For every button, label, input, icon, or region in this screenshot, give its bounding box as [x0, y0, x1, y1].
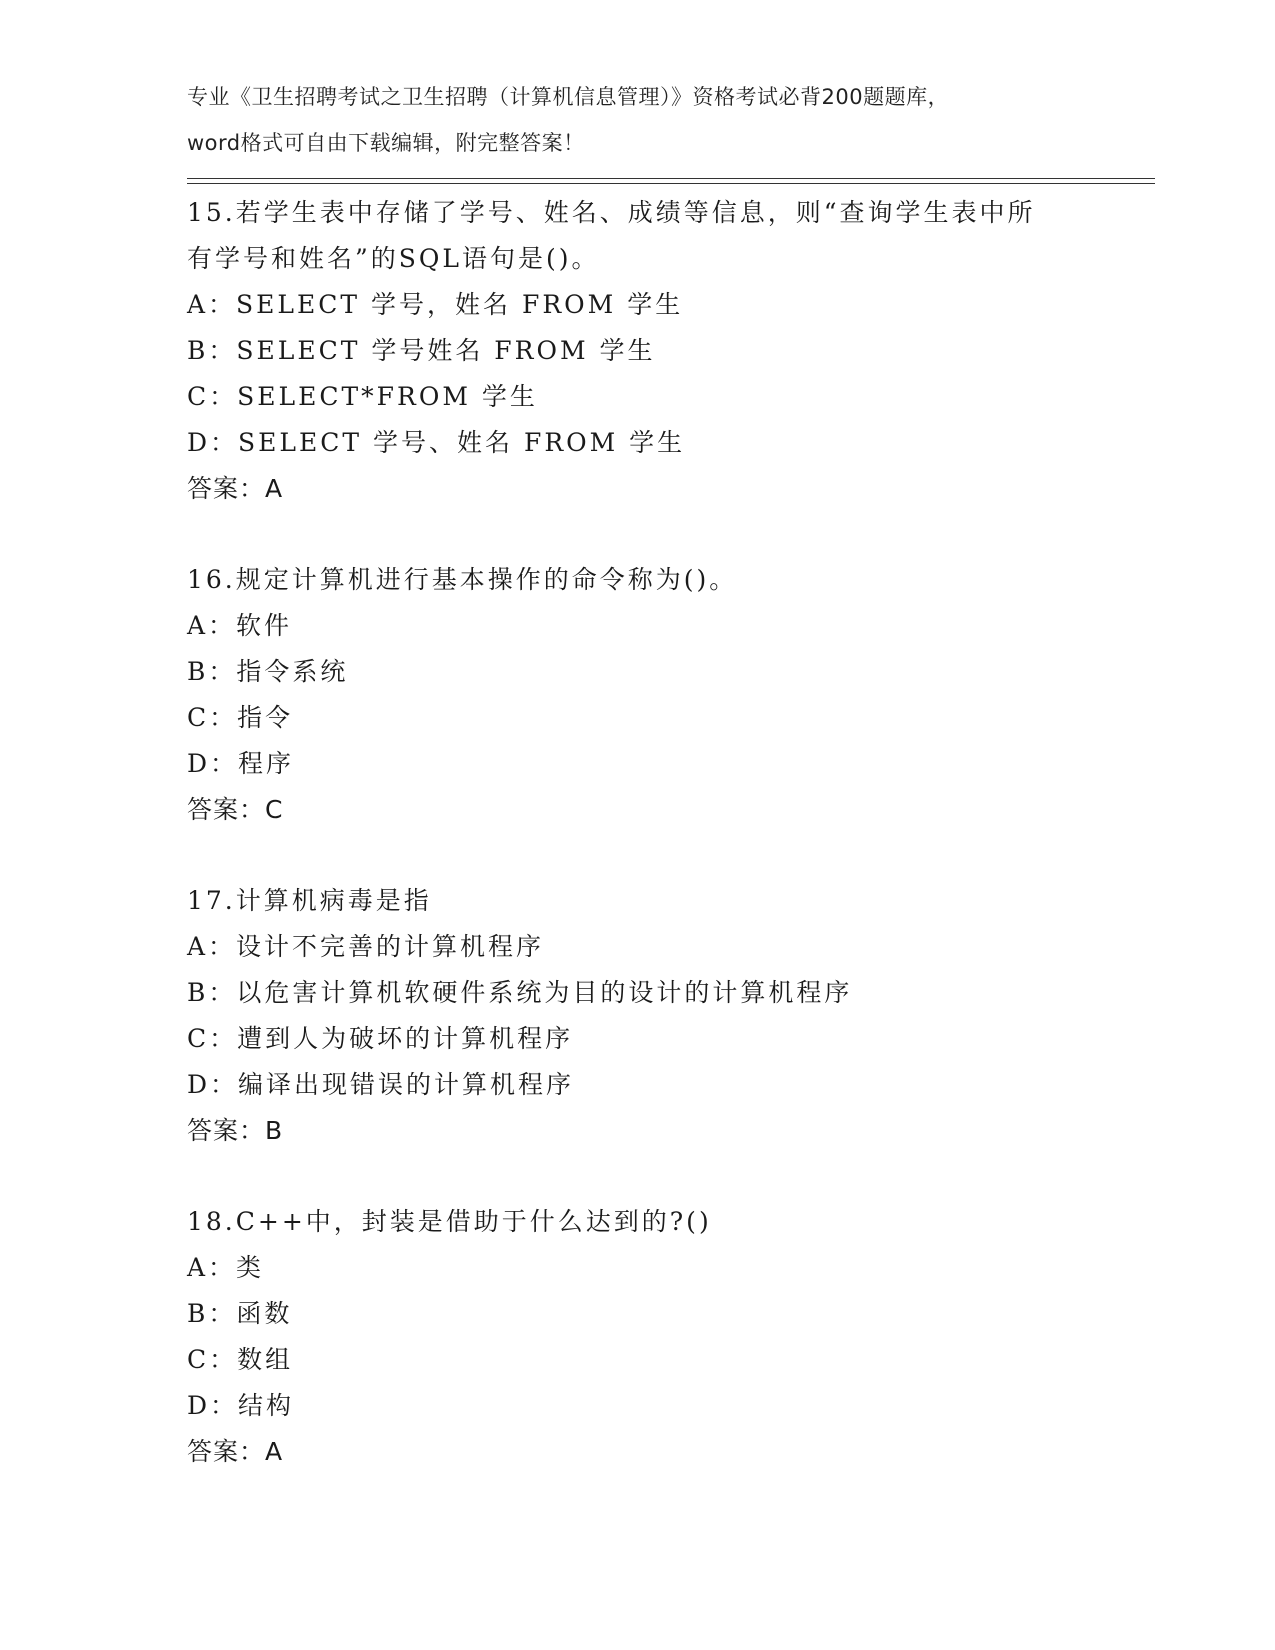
option-d: D：程序 [187, 749, 295, 778]
answer: 答案：A [187, 1437, 284, 1466]
question-stem [187, 190, 1087, 282]
answer: 答案：A [187, 474, 284, 503]
header-divider-bottom [187, 183, 1155, 184]
question-15 [187, 190, 1087, 512]
option-b: B：指令系统 [187, 657, 349, 686]
question-stem [187, 1199, 1087, 1245]
option-c: C：SELECT*FROM 学生 [187, 382, 538, 411]
question-18 [187, 1199, 1087, 1475]
question-spacer [187, 833, 1087, 878]
question-stem [187, 557, 1087, 603]
question-stem-line: 有学号和姓名”的SQL语句是()。 [187, 244, 600, 273]
question-stem [187, 878, 1087, 924]
option-b: B：函数 [187, 1299, 293, 1328]
question-stem-line: 16.规定计算机进行基本操作的命令称为()。 [187, 565, 738, 594]
option-c: C：数组 [187, 1345, 294, 1374]
option-a: A：类 [187, 1253, 265, 1282]
option-d: D：编译出现错误的计算机程序 [187, 1070, 575, 1099]
option-b: B：SELECT 学号姓名 FROM 学生 [187, 336, 656, 365]
question-16 [187, 557, 1087, 833]
header-line-1: 专业《卫生招聘考试之卫生招聘（计算机信息管理）》资格考试必背200题题库， [187, 85, 950, 109]
answer: 答案：B [187, 1116, 284, 1145]
option-b: B：以危害计算机软硬件系统为目的设计的计算机程序 [187, 978, 853, 1007]
option-d: D：结构 [187, 1391, 295, 1420]
document-header [187, 74, 1087, 166]
header-line-2: word格式可自由下载编辑，附完整答案！ [187, 131, 585, 155]
question-list [187, 190, 1087, 1475]
question-spacer [187, 512, 1087, 557]
option-a: A：SELECT 学号，姓名 FROM 学生 [187, 290, 684, 319]
answer: 答案：C [187, 795, 284, 824]
option-a: A：软件 [187, 611, 293, 640]
question-stem-line: 18.C++中，封装是借助于什么达到的?() [187, 1207, 712, 1236]
header-divider-top [187, 178, 1155, 179]
question-spacer [187, 1154, 1087, 1199]
option-c: C：遭到人为破坏的计算机程序 [187, 1024, 574, 1053]
question-stem-line: 17.计算机病毒是指 [187, 886, 432, 915]
question-17 [187, 878, 1087, 1154]
option-c: C：指令 [187, 703, 294, 732]
option-d: D：SELECT 学号、姓名 FROM 学生 [187, 428, 686, 457]
option-a: A：设计不完善的计算机程序 [187, 932, 545, 961]
question-stem-line: 15.若学生表中存储了学号、姓名、成绩等信息，则“查询学生表中所 [187, 198, 1036, 227]
